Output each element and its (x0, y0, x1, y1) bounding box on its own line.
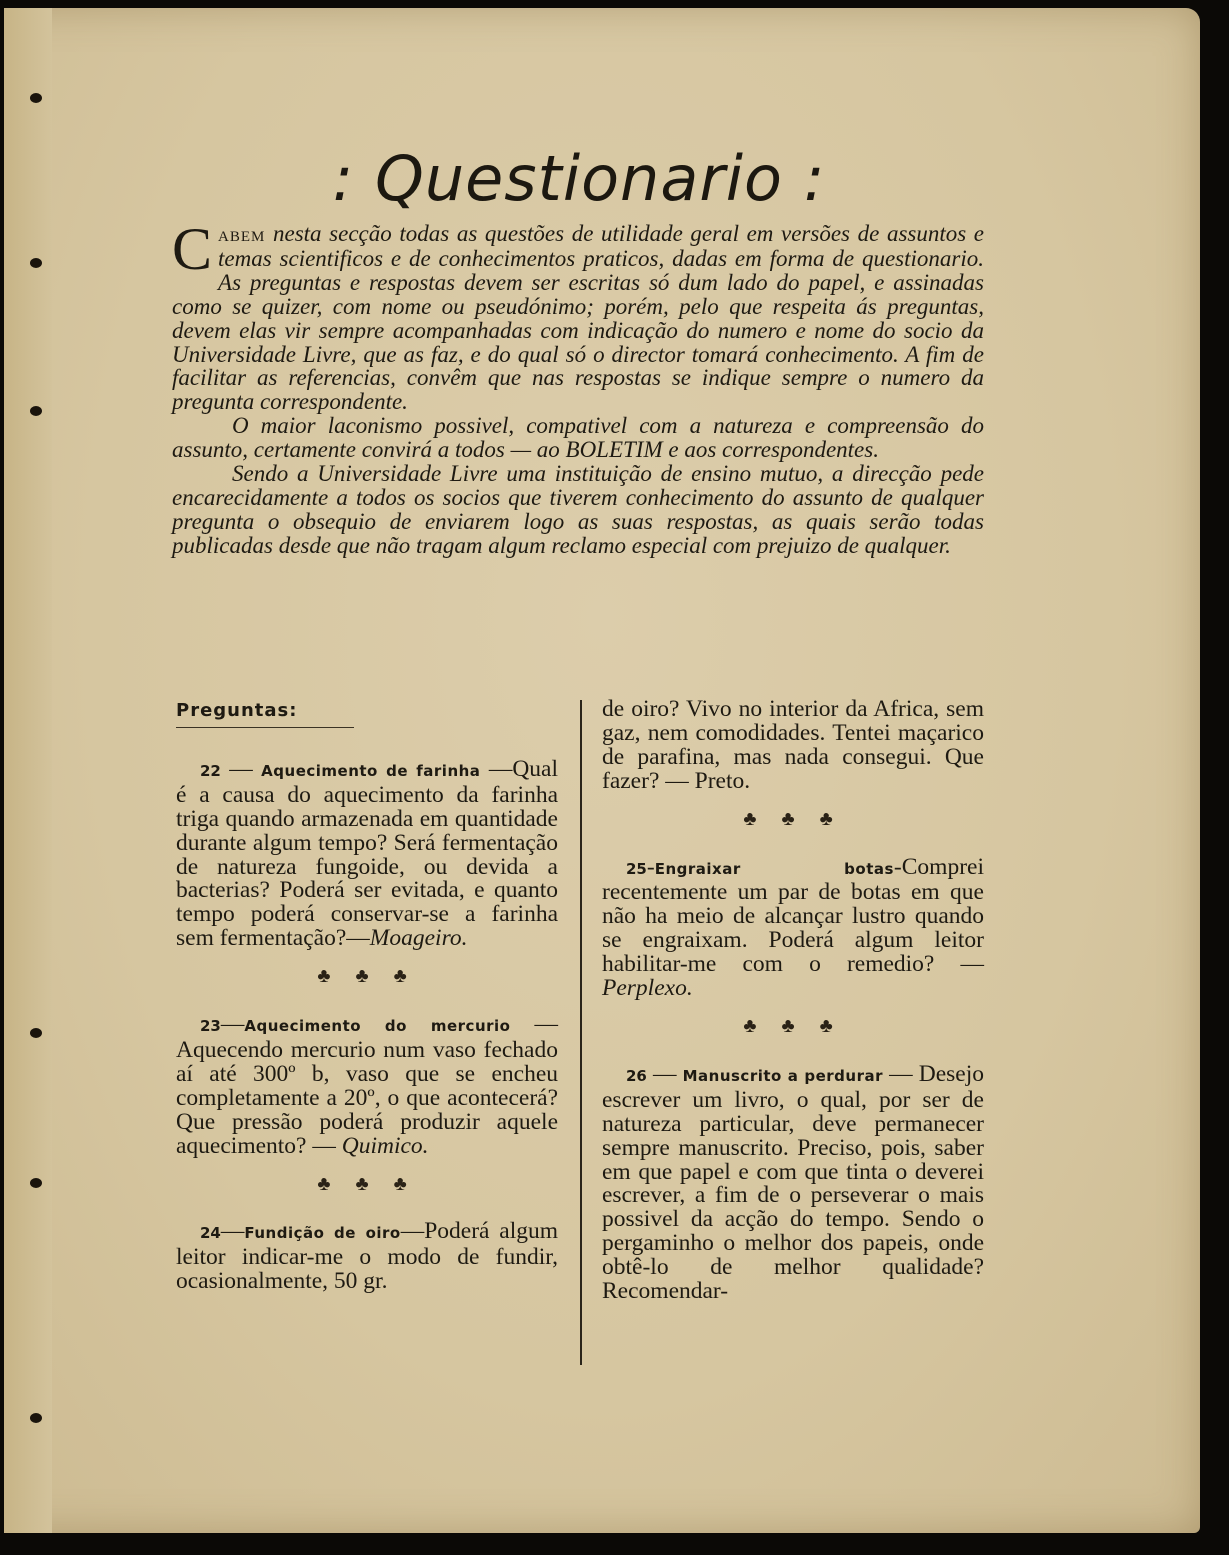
intro-text (172, 216, 985, 558)
lead-word: abem (218, 222, 266, 246)
question-22: 22 — Aquecimento de farinha —Qual é a causa do aquecimento da farinha triga quando armazenada em quantidade durante algum tempo? Será fermentação de natureza fungoide, ou devida a bacterias? Poderá ser evitada, e quanto tempo poderá conservar-se a farinha sem fermentação?—Moageiro. (176, 755, 559, 952)
binding-hole (30, 1178, 42, 1188)
page (4, 8, 1200, 1533)
section-heading: Preguntas: (176, 699, 354, 728)
ornament-divider: ♣ ♣ ♣ (317, 1172, 417, 1195)
column-divider (580, 700, 582, 1365)
question-26: 26 — Manuscrito a perdurar — Desejo escrever um livro, o qual, por ser de natureza particular, deve permanecer sempre manuscrito. Preciso, pois, saber em que papel e com que tinta o deverei escrever, a fim de o perseverar o mais possivel da acção do tempo. Sendo o pergaminho o melhor dos papeis, onde obtê-lo de melhor qualidade? Recomendar- (602, 1060, 984, 1305)
question-title: Fundição de oiro (244, 1224, 401, 1243)
question-title: Aquecimento do mercurio (244, 1017, 511, 1036)
intro-paragraph-1 (172, 216, 985, 415)
question-signature: Moageiro. (369, 925, 468, 952)
binding-hole (30, 1413, 42, 1423)
binding-hole (30, 93, 42, 103)
right-column (602, 698, 984, 1304)
ornament-divider: ♣ ♣ ♣ (743, 807, 843, 830)
question-title: Aquecimento de farinha (261, 761, 481, 780)
ornament-divider: ♣ ♣ ♣ (743, 1014, 843, 1037)
question-text: —Poderá algum leitor indicar-me o modo de fundir, ocasionalmente, 50 gr. (176, 1218, 558, 1295)
intro-paragraph-3: Sendo a Universidade Livre uma instituição de ensino mutuo, a direcção pede encarecidamente a todos os socios que tiverem conhecimento do assunto de qualquer pregunta o obsequio de enviarem logo as suas respostas, as quais serão todas publicadas desde que não tragam algum reclamo especial com prejuizo de qualquer. (172, 461, 984, 558)
question-text: de oiro? Vivo no interior da Africa, sem gaz, nem comodidades. Tentei maçarico de parafina, mas nada consegui. Que fazer? — (602, 696, 984, 794)
question-number: 24 (200, 1224, 221, 1243)
question-text: —Qual é a causa do aquecimento da farinha triga quando armazenada em quantidade durante algum tempo? Será fermentação de natureza fungoide, ou devida a bacterias? Poderá ser evitada, e quanto tempo poderá conservar-se a farinha sem fermentação?— (176, 755, 559, 952)
question-number: 26 (626, 1066, 647, 1085)
intro-paragraph-2: O maior laconismo possivel, compativel com a natureza e compreensão do assunto, certamente convirá a todos — ao BOLETIM e aos correspondentes. (172, 413, 984, 463)
question-23: 23—Aquecimento do mercurio — Aquecendo mercurio num vaso fechado aí até 300º b, vaso que se encheu completamente a 20º, o que acontecerá? Que pressão poderá produzir aquele aquecimento? — Quimico. (176, 1011, 558, 1159)
binding-hole (30, 258, 42, 268)
question-24: 24—Fundição de oiro—Poderá algum leitor indicar-me o modo de fundir, ocasionalmente, 50 gr. (176, 1218, 558, 1295)
question-text: Desejo escrever um livro, o qual, por ser de natureza particular, deve permanecer sempre manuscrito. Preciso, pois, saber em que papel e com que tinta o deverei escrever, a fim de o perseverar o mais possivel da acção do tempo. Sendo o pergaminho o melhor dos papeis, onde obtê-lo de melhor qualidade? Recomendar- (602, 1060, 984, 1305)
question-signature: Preto. (694, 767, 751, 794)
binding-hole (30, 406, 42, 416)
left-column (176, 698, 558, 1294)
question-text: — Aquecendo mercurio num vaso fechado aí até 300º b, vaso que se encheu completamente a 20º, o que acontecerá? Que pressão poderá produzir aquele aquecimento? — (176, 1011, 558, 1159)
question-number: 25 (626, 859, 647, 878)
binding-hole (30, 1028, 42, 1038)
ornament-divider: ♣ ♣ ♣ (317, 965, 417, 988)
question-24-continued (602, 698, 984, 794)
question-number: 22 (200, 761, 221, 780)
page-title: : Questionario : (332, 141, 826, 215)
question-signature: Quimico. (341, 1132, 429, 1159)
question-title: Manuscrito a perdurar (682, 1066, 884, 1085)
drop-cap: C (172, 216, 213, 282)
question-signature: Perplexo. (602, 975, 693, 1002)
question-text: Comprei recentemente um par de botas em que não ha meio de alcançar lustro quando se engraixam. Poderá algum leitor habilitar-me com o remedio? — (602, 853, 984, 978)
question-number: 23 (200, 1017, 221, 1036)
intro-paragraph-1-text: nesta secção todas as questões de utilidade geral em versões de assuntos e temas scientificos e de conhecimentos praticos, dadas em forma de questionario. As preguntas e respostas devem ser escritas só dum lado do papel, e assinadas como se quizer, com nome ou pseudónimo; porém, pelo que respeita ás preguntas, devem elas vir sempre acompanhadas com indicação do numero e nome do socio da Universidade Livre, que as faz, e do qual só o director tomará conhecimento. A fim de facilitar as referencias, convêm que nas respostas se indique sempre o numero da pregunta correspondente. (172, 221, 985, 415)
binding-strip (4, 8, 52, 1533)
question-25: 25-Engraixar botas-Comprei recentemente um par de botas em que não ha meio de alcançar lustro quando se engraixam. Poderá algum leitor habilitar-me com o remedio? — Perplexo. (602, 853, 984, 1002)
question-title: Engraixar botas (654, 859, 894, 878)
